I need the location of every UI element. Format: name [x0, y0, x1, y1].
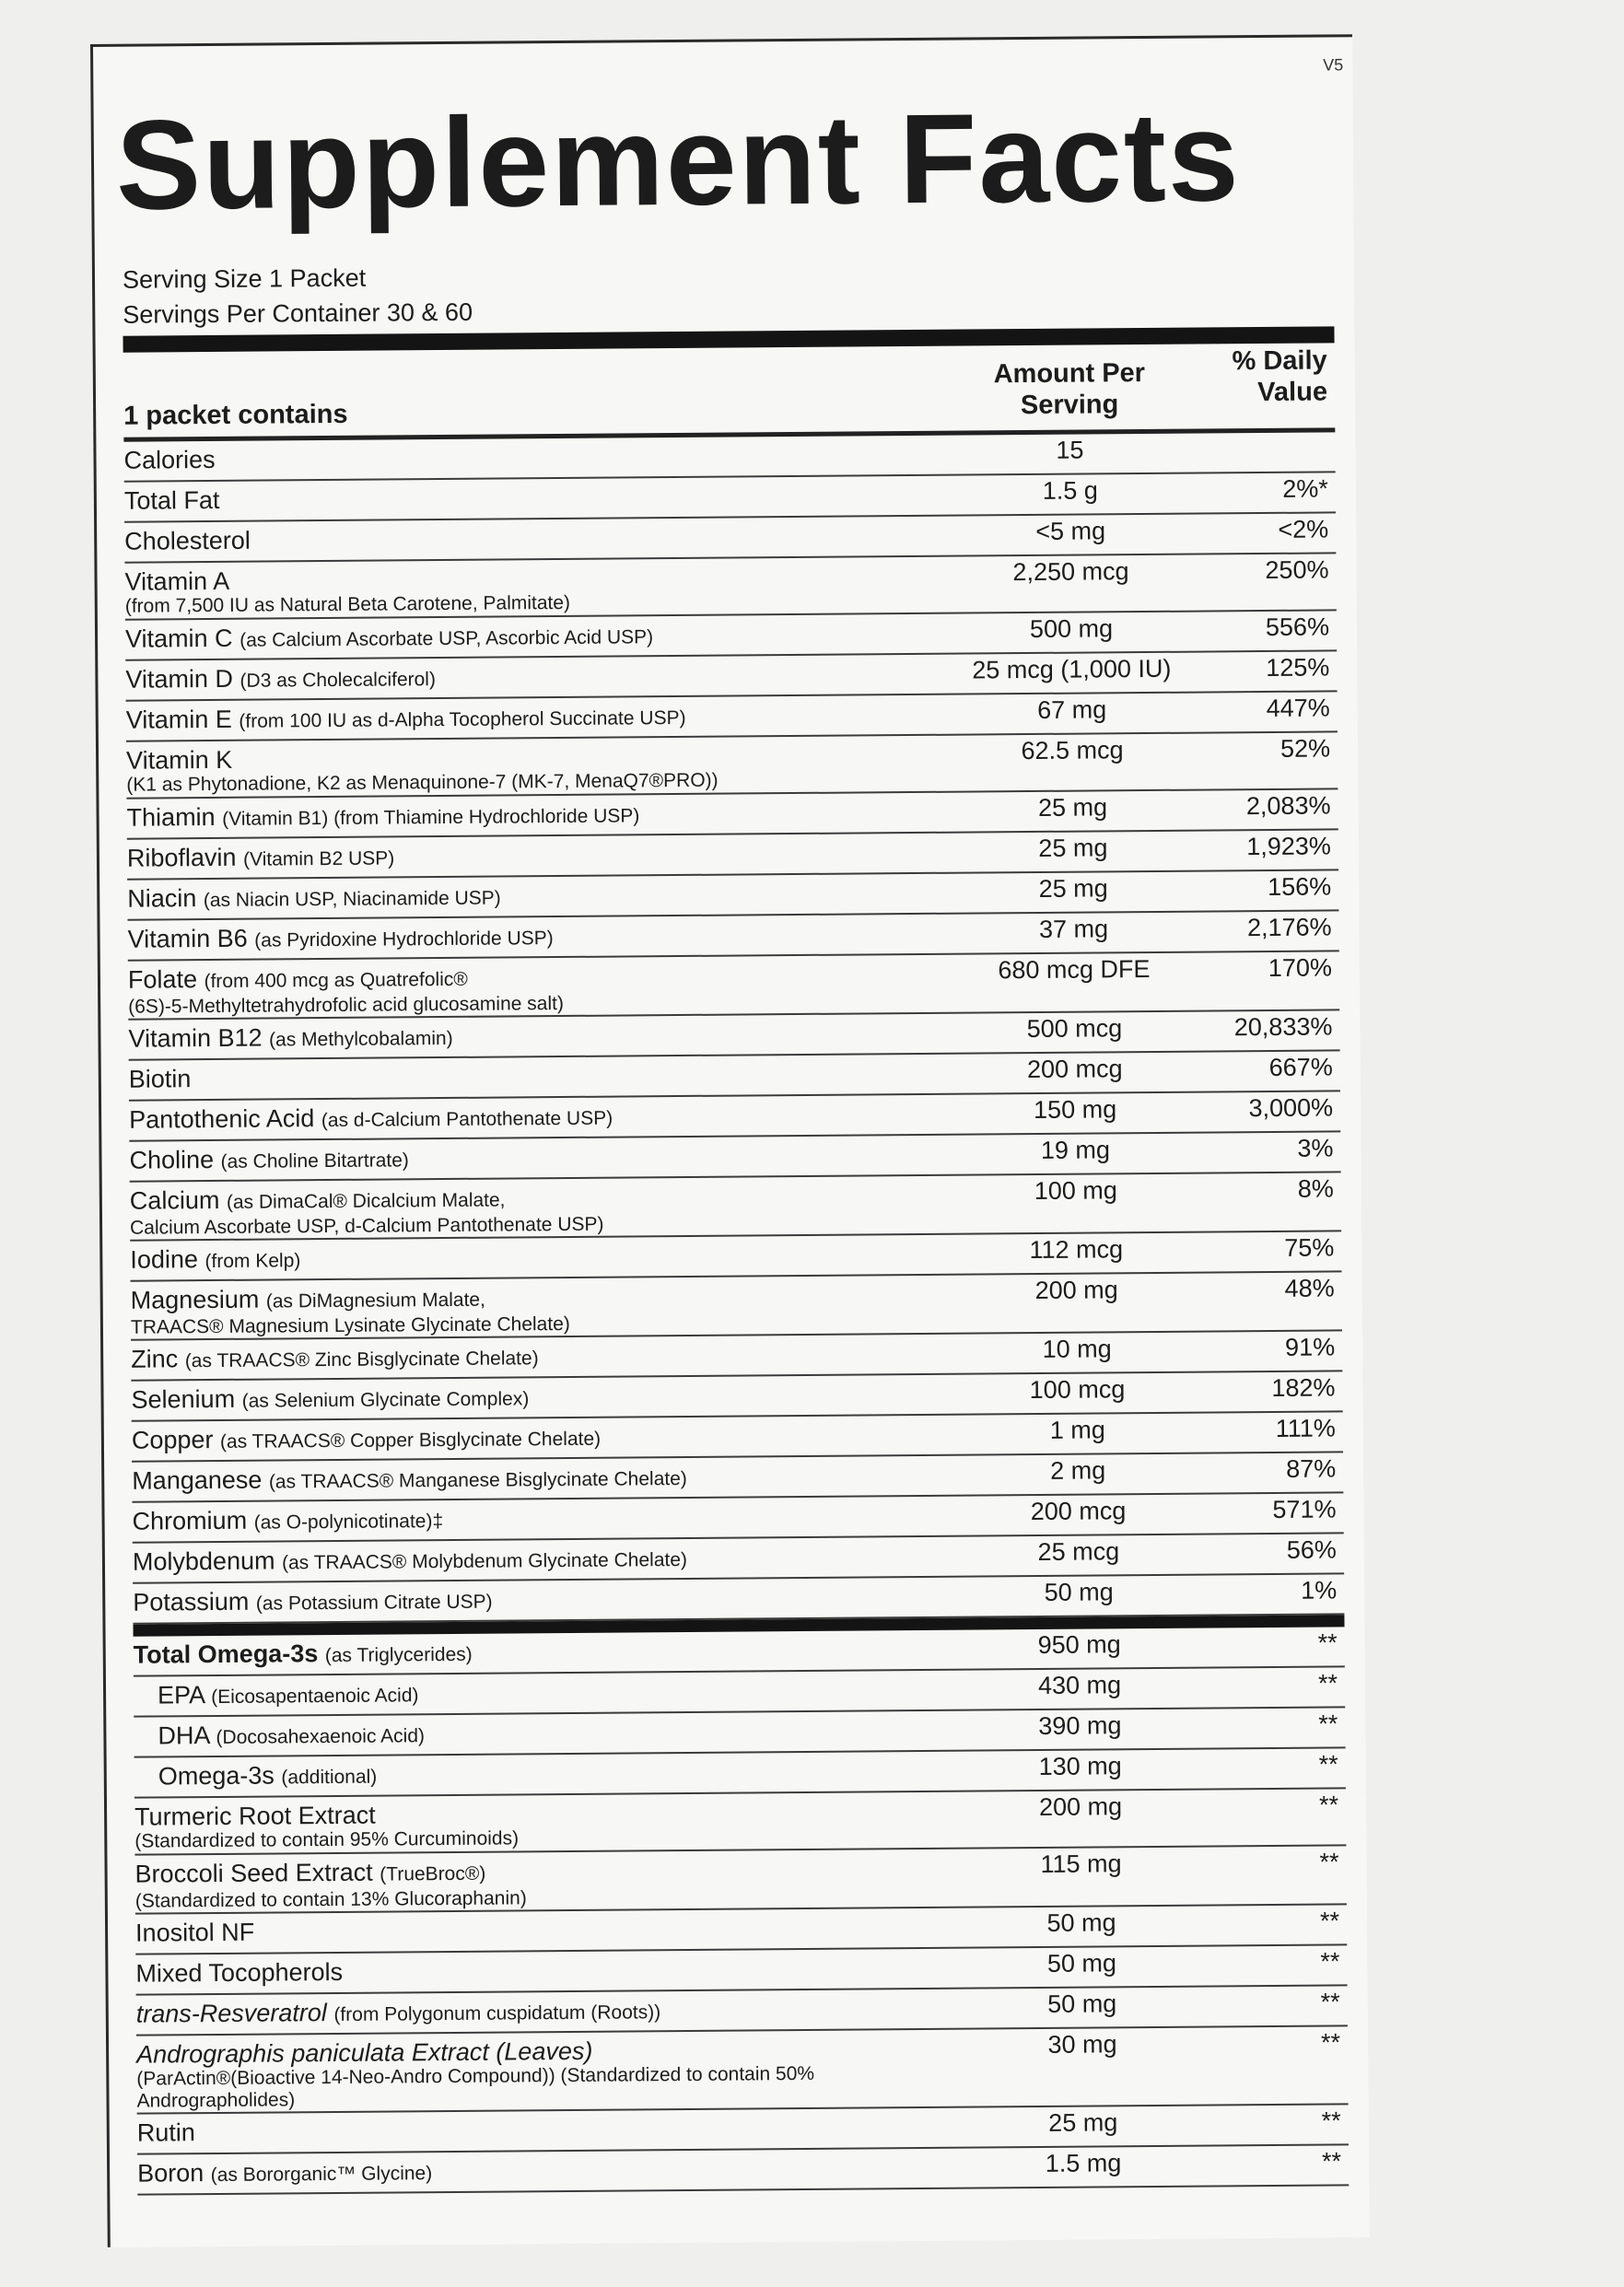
ingredient-source: (as O-polynicotinate)‡ [253, 1511, 444, 1534]
ingredient-source: (as DiMagnesium Malate, [265, 1289, 485, 1313]
ingredient-name: Vitamin C [124, 624, 233, 653]
amount-cell: 25 mg [1038, 874, 1108, 903]
amount-cell: 10 mg [1042, 1335, 1112, 1363]
daily-value-cell: ** [1320, 1988, 1340, 2016]
ingredient-name: Niacin [127, 884, 197, 913]
ingredient-name: Biotin [128, 1065, 192, 1093]
ingredient-cell [137, 2108, 964, 2153]
contains-heading: 1 packet contains [123, 399, 348, 431]
ingredient-source: (as Calcium Ascorbate USP, Ascorbic Acid USP) [240, 626, 654, 651]
amount-cell: 50 mg [1044, 1578, 1114, 1606]
nutrient-table [123, 432, 1344, 1624]
ingredient-name: Selenium [131, 1384, 236, 1414]
daily-value-cell: ** [1318, 1709, 1338, 1738]
daily-value-cell: 87% [1286, 1454, 1337, 1483]
ingredient-cell [132, 1416, 958, 1461]
amount-cell: 25 mg [1037, 793, 1108, 822]
daily-value-cell: ** [1318, 1750, 1338, 1779]
ingredient-source: (as Bororganic™ Glycine) [210, 2163, 433, 2187]
daily-value-cell: 1% [1301, 1576, 1338, 1604]
ingredient-cell [134, 1711, 960, 1756]
ingredient-name: trans-Resveratrol [135, 1999, 327, 2028]
daily-value-cell: 170% [1268, 953, 1333, 982]
daily-value-cell: 2%* [1282, 474, 1328, 503]
ingredient-name: Zinc [131, 1345, 179, 1373]
ingredient-cell [130, 1235, 956, 1280]
ingredient-cell [136, 1989, 963, 2035]
ingredient-source: (from Kelp) [204, 1250, 301, 1273]
amount-cell: 67 mg [1037, 695, 1107, 724]
amount-cell: 25 mcg (1,000 IU) [972, 654, 1172, 684]
ingredient-name: DHA [158, 1721, 210, 1750]
ingredient-source-note: (from 7,500 IU as Natural Beta Carotene, Palmitate) [124, 591, 571, 617]
supplement-facts-label [90, 34, 1370, 2247]
ingredient-source-note: (Standardized to contain 95% Curcuminoids) [134, 1827, 520, 1852]
ingredient-source: (as Choline Bitartrate) [220, 1149, 409, 1173]
daily-value-cell: ** [1320, 2028, 1341, 2057]
amount-cell: 37 mg [1038, 915, 1109, 943]
daily-value-cell: 3,000% [1248, 1093, 1334, 1123]
table-row [137, 2145, 1349, 2195]
amount-cell: 25 mg [1038, 834, 1108, 862]
daily-value-cell: 447% [1266, 694, 1330, 722]
amount-cell: 50 mg [1047, 1989, 1117, 2018]
ingredient-name: Cholesterol [124, 526, 251, 555]
amount-cell: 200 mg [1038, 1792, 1123, 1821]
amount-cell: 1 mg [1049, 1416, 1105, 1444]
ingredient-source: (as Pyridoxine Hydrochloride USP) [254, 928, 554, 951]
ingredient-name: Copper [131, 1425, 214, 1454]
ingredient-source-note: (K1 as Phytonadione, K2 as Menaquinone-7 (MK-7, MenaQ7®PRO)) [126, 769, 719, 796]
ingredient-cell [125, 614, 952, 659]
ingredient-name: Chromium [132, 1506, 248, 1535]
ingredient-source: (as Niacin USP, Niacinamide USP) [203, 887, 501, 912]
ingredient-name: Inositol NF [134, 1918, 255, 1947]
ingredient-source: (Eicosapentaenoic Acid) [211, 1685, 419, 1709]
ingredient-cell [133, 1578, 959, 1623]
amount-cell: 2 mg [1050, 1456, 1106, 1485]
version-code: V5 [1323, 55, 1344, 75]
ingredient-cell [135, 1908, 962, 1954]
daily-value-cell: 250% [1265, 555, 1329, 584]
amount-cell: 130 mg [1038, 1752, 1122, 1780]
ingredient-name: Vitamin A [124, 566, 230, 596]
ingredient-name: Total Fat [123, 485, 220, 515]
label-title: Supplement Facts [115, 86, 1242, 237]
daily-value-cell: 8% [1297, 1174, 1334, 1203]
ingredient-name: Folate [127, 965, 198, 994]
daily-value-cell: 3% [1297, 1134, 1334, 1162]
amount-cell: 200 mcg [1030, 1497, 1127, 1526]
ingredient-source: (from Polygonum cuspidatum (Roots)) [333, 2001, 661, 2025]
ingredient-name: Vitamin K [125, 745, 233, 775]
daily-value-cell: 667% [1268, 1053, 1333, 1081]
daily-value-cell: 91% [1284, 1333, 1336, 1361]
daily-value-cell: 75% [1284, 1233, 1335, 1262]
ingredient-source: (from 100 IU as d-Alpha Tocopherol Succinate USP) [239, 706, 686, 732]
amount-cell: 200 mg [1034, 1276, 1118, 1304]
ingredient-cell [131, 1335, 957, 1380]
daily-value-heading [1162, 344, 1336, 428]
amount-cell: 112 mcg [1029, 1235, 1124, 1265]
ingredient-source: (as Potassium Citrate USP) [255, 1591, 493, 1615]
serving-info [123, 252, 1335, 332]
amount-cell: 100 mg [1034, 1176, 1117, 1205]
ingredient-cell [129, 1055, 955, 1100]
daily-value-cell: 20,833% [1233, 1012, 1333, 1042]
ingredient-name: Rutin [136, 2118, 195, 2147]
daily-value-cell: ** [1319, 1907, 1340, 1935]
table-row [134, 1846, 1346, 1914]
ingredient-cell [134, 1630, 960, 1675]
ingredient-name: Vitamin B6 [127, 924, 248, 953]
ingredient-name: EPA [157, 1681, 204, 1709]
ingredient-source: (as TRAACS® Molybdenum Glycinate Chelate) [281, 1548, 688, 1574]
ingredient-source: (Vitamin B1) (from Thiamine Hydrochloride USP) [222, 805, 640, 830]
ingredient-source: (as d-Calcium Pantothenate USP) [321, 1107, 613, 1132]
amount-heading-line1: Amount Per [993, 358, 1146, 390]
ingredient-name: Manganese [132, 1465, 263, 1495]
ingredient-source: (as Methylcobalamin) [269, 1027, 453, 1051]
amount-cell: 1.5 g [1042, 476, 1098, 505]
amount-cell: 25 mg [1048, 2108, 1118, 2137]
amount-cell: 25 mcg [1037, 1537, 1120, 1566]
ingredient-source: (additional) [281, 1766, 378, 1789]
ingredient-cell [129, 1095, 955, 1140]
daily-value-cell: 56% [1286, 1535, 1337, 1564]
amount-cell: 200 mcg [1026, 1055, 1123, 1084]
amount-cell: 500 mg [1029, 614, 1114, 644]
daily-value-cell: ** [1321, 2106, 1341, 2135]
daily-value-cell: ** [1317, 1669, 1338, 1698]
ingredient-name: Potassium [133, 1587, 250, 1616]
ingredient-cell [128, 955, 954, 1019]
amount-cell: 950 mg [1037, 1630, 1121, 1659]
ingredient-name: Mixed Tocopherols [135, 1957, 344, 1988]
serving-size: Serving Size 1 Packet [122, 263, 367, 294]
ingredient-source-note: Calcium Ascorbate USP, d-Calcium Pantothenate USP) [130, 1213, 604, 1239]
amount-cell: 15 [1056, 436, 1084, 464]
ingredient-name: Thiamin [126, 802, 216, 832]
ingredient-name: Molybdenum [132, 1546, 275, 1576]
daily-value-cell: ** [1319, 1848, 1339, 1876]
ingredient-name: Turmeric Root Extract [134, 1801, 376, 1831]
amount-cell: 19 mg [1040, 1136, 1111, 1164]
ingredient-cell [130, 1176, 956, 1240]
ingredient-cell [124, 517, 951, 562]
ingredient-cell [129, 1136, 955, 1181]
ingredient-name: Broccoli Seed Extract [134, 1858, 373, 1888]
daily-value-cell: ** [1318, 1791, 1339, 1819]
amount-cell: 1.5 mg [1045, 2149, 1122, 2177]
ingredient-cell [132, 1497, 958, 1542]
ingredient-cell [131, 1276, 957, 1339]
daily-value-cell: 1,923% [1246, 832, 1331, 861]
amount-cell: 430 mg [1037, 1671, 1122, 1699]
table-row [124, 554, 1336, 620]
table-row [126, 732, 1338, 799]
amount-cell: 50 mg [1046, 1908, 1116, 1937]
ingredient-cell [126, 793, 952, 838]
ingredient-name: Omega-3s [158, 1761, 275, 1791]
daily-value-cell: ** [1321, 2147, 1342, 2176]
daily-value-cell: ** [1317, 1628, 1338, 1657]
daily-value-cell: 2,083% [1245, 791, 1331, 821]
daily-value-cell: 556% [1265, 613, 1330, 641]
other-ingredients-table [134, 1627, 1349, 2195]
daily-value-cell [1189, 432, 1335, 472]
amount-cell: <5 mg [1035, 517, 1106, 545]
ingredient-name: Choline [129, 1145, 215, 1174]
ingredient-cell [134, 1671, 960, 1716]
daily-value-cell: <2% [1278, 515, 1329, 543]
amount-heading [977, 357, 1163, 431]
ingredient-name: Iodine [130, 1245, 199, 1274]
ingredient-cell [126, 695, 952, 741]
amount-cell: 115 mg [1040, 1849, 1122, 1878]
daily-value-cell: 48% [1284, 1274, 1335, 1302]
table-row [134, 1789, 1346, 1855]
dv-heading-line2: Value [1257, 377, 1328, 408]
ingredient-cell [133, 1537, 959, 1582]
ingredient-cell [134, 1792, 961, 1854]
ingredient-cell [136, 2030, 964, 2113]
ingredient-source: (as TRAACS® Zinc Bisglycinate Chelate) [184, 1348, 539, 1372]
ingredient-cell [127, 874, 953, 919]
amount-cell: 62.5 mcg [1021, 736, 1124, 765]
daily-value-cell: ** [1320, 1947, 1340, 1976]
ingredient-name: Magnesium [130, 1285, 260, 1314]
table-row [131, 1272, 1342, 1340]
ingredient-name: Pantothenic Acid [129, 1104, 315, 1134]
ingredient-cell [131, 1375, 957, 1420]
ingredient-cell [123, 436, 950, 481]
amount-cell: 390 mg [1038, 1711, 1122, 1740]
daily-value-cell: 111% [1275, 1414, 1336, 1442]
daily-value-cell: 2,176% [1246, 913, 1332, 942]
ingredient-name: Vitamin D [125, 664, 234, 694]
ingredient-source: (as TRAACS® Manganese Bisglycinate Chelate) [268, 1467, 687, 1493]
daily-value-cell: 571% [1272, 1495, 1337, 1523]
ingredient-source: (as TRAACS® Copper Bisglycinate Chelate) [219, 1428, 602, 1453]
ingredient-cell [134, 1752, 961, 1797]
ingredient-source: (Vitamin B2 USP) [242, 847, 395, 870]
ingredient-cell [128, 1014, 954, 1059]
ingredient-name: Calories [123, 445, 216, 474]
ingredient-cell [125, 655, 952, 700]
column-header [123, 343, 1336, 441]
ingredient-name: Andrographis paniculata Extract (Leaves) [136, 2036, 593, 2069]
ingredient-name: Vitamin E [125, 705, 232, 734]
ingredient-source-note: (Standardized to contain 13% Glucoraphanin) [134, 1887, 527, 1912]
ingredient-cell [124, 557, 951, 619]
ingredient-source: (as DimaCal® Dicalcium Malate, [226, 1189, 506, 1213]
ingredient-source-note: TRAACS® Magnesium Lysinate Glycinate Chelate) [130, 1313, 570, 1338]
amount-heading-line2: Serving [1020, 390, 1119, 421]
ingredient-source: (Docosahexaenoic Acid) [216, 1725, 426, 1748]
ingredient-cell [135, 1949, 962, 1994]
table-row [130, 1173, 1341, 1241]
ingredient-source: (D3 as Cholecalciferol) [240, 669, 437, 692]
amount-cell: 50 mg [1046, 1949, 1117, 1978]
table-row [136, 2026, 1349, 2114]
ingredient-source: (as Triglycerides) [324, 1643, 473, 1667]
ingredient-cell [137, 2149, 964, 2194]
amount-cell: 150 mg [1033, 1095, 1117, 1124]
amount-cell: 680 mcg DFE [998, 954, 1151, 985]
ingredient-source: (TrueBroc®) [380, 1862, 486, 1885]
amount-cell: 2,250 mcg [1012, 557, 1129, 587]
ingredient-source: (from 400 mcg as Quatrefolic® [204, 968, 468, 993]
dv-heading-line1: % Daily [1232, 345, 1327, 377]
table-row [128, 951, 1339, 1020]
ingredient-name: Boron [137, 2159, 204, 2188]
ingredient-source-note: (6S)-5-Methyltetrahydrofolic acid glucosamine salt) [128, 992, 564, 1018]
ingredient-cell [127, 915, 953, 960]
ingredient-source-note: (ParActin®(Bioactive 14-Neo-Andro Compound)) (Standardized to contain 50% Andrographolides) [136, 2062, 815, 2112]
ingredient-cell [124, 476, 951, 521]
ingredient-cell [126, 736, 952, 798]
daily-value-cell: 182% [1271, 1373, 1336, 1402]
daily-value-cell: 125% [1266, 653, 1330, 682]
ingredient-source: (as Selenium Glycinate Complex) [241, 1388, 530, 1412]
ingredient-cell [134, 1849, 961, 1913]
ingredient-name: Calcium [129, 1185, 220, 1215]
daily-value-cell: 156% [1268, 872, 1332, 901]
amount-cell: 100 mcg [1029, 1375, 1126, 1405]
ingredient-name: Riboflavin [126, 843, 237, 872]
daily-value-cell: 52% [1279, 734, 1331, 763]
servings-per-container: Servings Per Container 30 & 60 [123, 298, 473, 329]
ingredient-name: Vitamin B12 [128, 1023, 263, 1053]
ingredient-cell [132, 1456, 958, 1501]
amount-cell: 30 mg [1047, 2030, 1117, 2059]
ingredient-name: Total Omega-3s [133, 1639, 319, 1669]
amount-cell: 500 mcg [1026, 1014, 1123, 1044]
ingredient-cell [127, 834, 953, 879]
